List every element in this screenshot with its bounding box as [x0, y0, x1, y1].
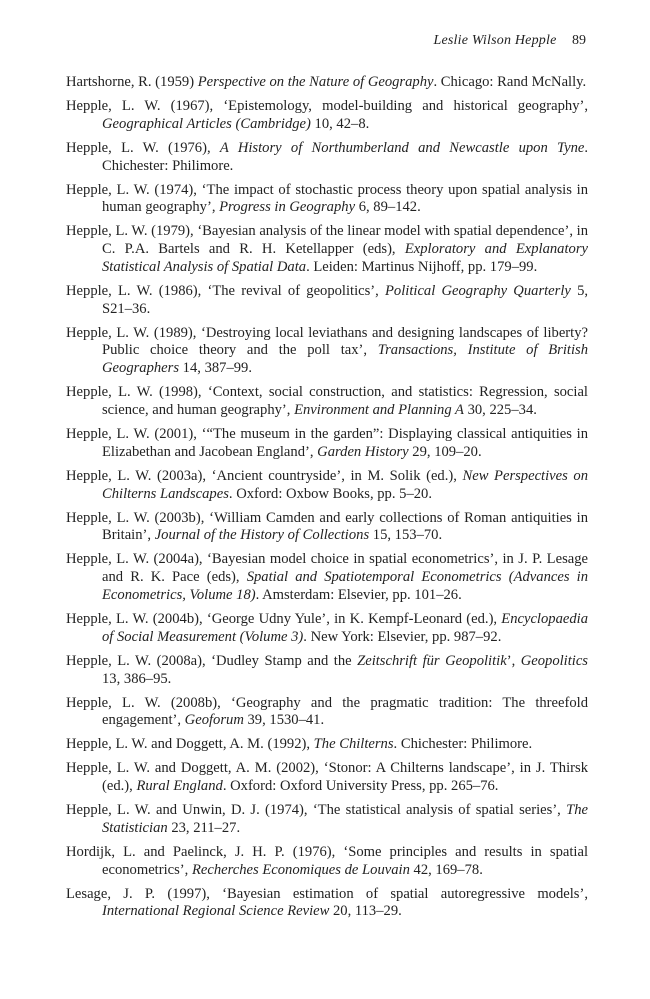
reference-title: The Statistician	[102, 802, 588, 836]
reference-title: Spatial and Spatiotemporal Econometrics (Advances in Econometrics, Volume 18)	[102, 569, 588, 603]
reference-entry	[66, 611, 588, 647]
reference-text: Hepple, L. W. (2004a), ‘Bayesian model choice in spatial econometrics’, in J. P. Lesage and R. K. Pace (eds),	[66, 551, 588, 586]
reference-text: 42, 169–78.	[409, 861, 483, 878]
reference-entry	[66, 325, 588, 378]
reference-text: 10, 42–8.	[310, 115, 370, 132]
reference-text: 39, 1530–41.	[243, 712, 325, 729]
reference-text: . Oxford: Oxford University Press, pp. 265–76.	[222, 778, 499, 795]
reference-text: 30, 225–34.	[463, 402, 537, 419]
reference-title: Progress in Geography	[219, 199, 356, 216]
reference-title: A History of Northumberland and Newcastle upon Tyne	[219, 139, 585, 156]
reference-text: 20, 113–29.	[329, 903, 402, 920]
reference-text: Hepple, L. W. (2008b), ‘Geography and the pragmatic tradition: The threefold engagement’,	[66, 694, 588, 729]
reference-entry	[66, 802, 588, 838]
reference-title: Geographical Articles (Cambridge)	[102, 115, 311, 132]
reference-entry	[66, 74, 588, 92]
reference-entry	[66, 140, 588, 176]
reference-text: . Chichester: Philimore.	[393, 736, 533, 753]
reference-list	[66, 74, 588, 927]
reference-text: Hepple, L. W. (2003b), ‘William Camden and early collections of Roman antiquities in Britain’,	[66, 509, 588, 544]
reference-text: 5, S21–36.	[102, 282, 589, 317]
reference-title: Garden History	[317, 443, 409, 460]
reference-entry	[66, 551, 588, 604]
reference-entry	[66, 98, 588, 134]
reference-entry	[66, 223, 588, 276]
reference-entry	[66, 468, 588, 504]
reference-text: Hepple, L. W. (2004b), ‘George Udny Yule’, in K. Kempf-Leonard (ed.),	[66, 610, 502, 627]
reference-entry	[66, 760, 588, 796]
reference-entry	[66, 844, 588, 880]
reference-text: 29, 109–20.	[408, 443, 482, 460]
reference-text: Lesage, J. P. (1997), ‘Bayesian estimation of spatial autoregressive models’,	[66, 885, 588, 902]
reference-text: Hepple, L. W. (1989), ‘Destroying local leviathans and designing landscapes of liberty? Public choice theory and the poll tax’,	[66, 324, 588, 359]
reference-text: . Leiden: Martinus Nijhoff, pp. 179–99.	[306, 258, 538, 275]
reference-entry	[66, 384, 588, 420]
reference-entry	[66, 283, 588, 319]
reference-text: Hepple, L. W. (2003a), ‘Ancient countryside’, in M. Solik (ed.),	[66, 467, 463, 484]
reference-title: Rural England	[136, 778, 223, 795]
reference-title: Recherches Economiques de Louvain	[191, 861, 410, 878]
reference-text: Hepple, L. W. (1998), ‘Context, social construction, and statistics: Regression, social science, and human geography’,	[66, 384, 588, 419]
running-header-author: Leslie Wilson Hepple	[433, 33, 557, 48]
reference-title: Transactions, Institute of British Geographers	[102, 342, 589, 377]
reference-text: 13, 386–95.	[102, 670, 172, 687]
reference-entry	[66, 510, 588, 546]
reference-title: Geoforum	[184, 712, 244, 729]
reference-title: The Chilterns	[313, 736, 394, 753]
reference-text: . Chichester: Philimore.	[102, 139, 588, 174]
reference-text: Hepple, L. W. (2008a), ‘Dudley Stamp and the	[66, 652, 358, 669]
reference-title: Political Geography Quarterly	[385, 282, 571, 299]
reference-text: Hepple, L. W. (1976),	[66, 139, 220, 156]
page-number: 89	[572, 33, 586, 48]
reference-text: Hartshorne, R. (1959)	[66, 74, 198, 90]
reference-title: Zeitschrift für Geopolitik	[357, 652, 507, 669]
reference-title: International Regional Science Review	[102, 903, 330, 920]
reference-text: . New York: Elsevier, pp. 987–92.	[303, 628, 502, 645]
reference-text: Hepple, L. W. and Doggett, A. M. (2002), ‘Stonor: A Chilterns landscape’, in J. Thirsk (ed.),	[66, 760, 588, 795]
reference-text: 6, 89–142.	[355, 199, 421, 216]
reference-text: Hepple, L. W. (1974), ‘The impact of stochastic process theory upon spatial analysis in human geography’,	[66, 181, 588, 216]
reference-text: Hepple, L. W. (2001), ‘“The museum in the garden”: Displaying classical antiquities in Elizabethan and Jacobean England’,	[66, 426, 588, 460]
reference-text: Hepple, L. W. (1967), ‘Epistemology, model-building and historical geography’,	[66, 97, 588, 114]
reference-title: Encyclopaedia of Social Measurement (Volume 3)	[102, 610, 588, 645]
reference-title: Environment and Planning A	[294, 402, 464, 419]
reference-text: . Amsterdam: Elsevier, pp. 101–26.	[255, 586, 462, 603]
reference-title: Perspective on the Nature of Geography	[197, 74, 434, 90]
reference-text: 15, 153–70.	[369, 527, 443, 544]
running-header	[434, 33, 587, 49]
reference-text: Hepple, L. W. and Doggett, A. M. (1992),	[66, 736, 314, 753]
reference-title: Exploratory and Explanatory Statistical Analysis of Spatial Data	[102, 241, 588, 275]
reference-entry	[66, 695, 588, 731]
reference-title: New Perspectives on Chilterns Landscapes	[102, 467, 588, 502]
reference-entry	[66, 736, 588, 754]
reference-entry	[66, 426, 588, 462]
reference-entry	[66, 653, 588, 689]
reference-text: . Chicago: Rand McNally.	[433, 74, 587, 90]
reference-text: Hepple, L. W. (1986), ‘The revival of geopolitics’,	[66, 282, 386, 299]
reference-text: 14, 387–99.	[179, 360, 252, 377]
reference-text: 23, 211–27.	[167, 819, 241, 836]
reference-entry	[66, 182, 588, 218]
reference-text: . Oxford: Oxbow Books, pp. 5–20.	[228, 485, 432, 502]
reference-text: ’,	[506, 652, 521, 669]
reference-text: Hepple, L. W. and Unwin, D. J. (1974), ‘The statistical analysis of spatial series’,	[66, 802, 567, 819]
reference-text: Hordijk, L. and Paelinck, J. H. P. (1976), ‘Some principles and results in spatial econometrics’,	[66, 843, 588, 878]
reference-entry	[66, 886, 588, 922]
reference-text: Hepple, L. W. (1979), ‘Bayesian analysis of the linear model with spatial dependence’, in C. P.A. Bartels and R. H. Ketellapper (eds),	[66, 223, 588, 258]
reference-title: Journal of the History of Collections	[154, 527, 370, 544]
reference-title: Geopolitics	[520, 652, 588, 669]
